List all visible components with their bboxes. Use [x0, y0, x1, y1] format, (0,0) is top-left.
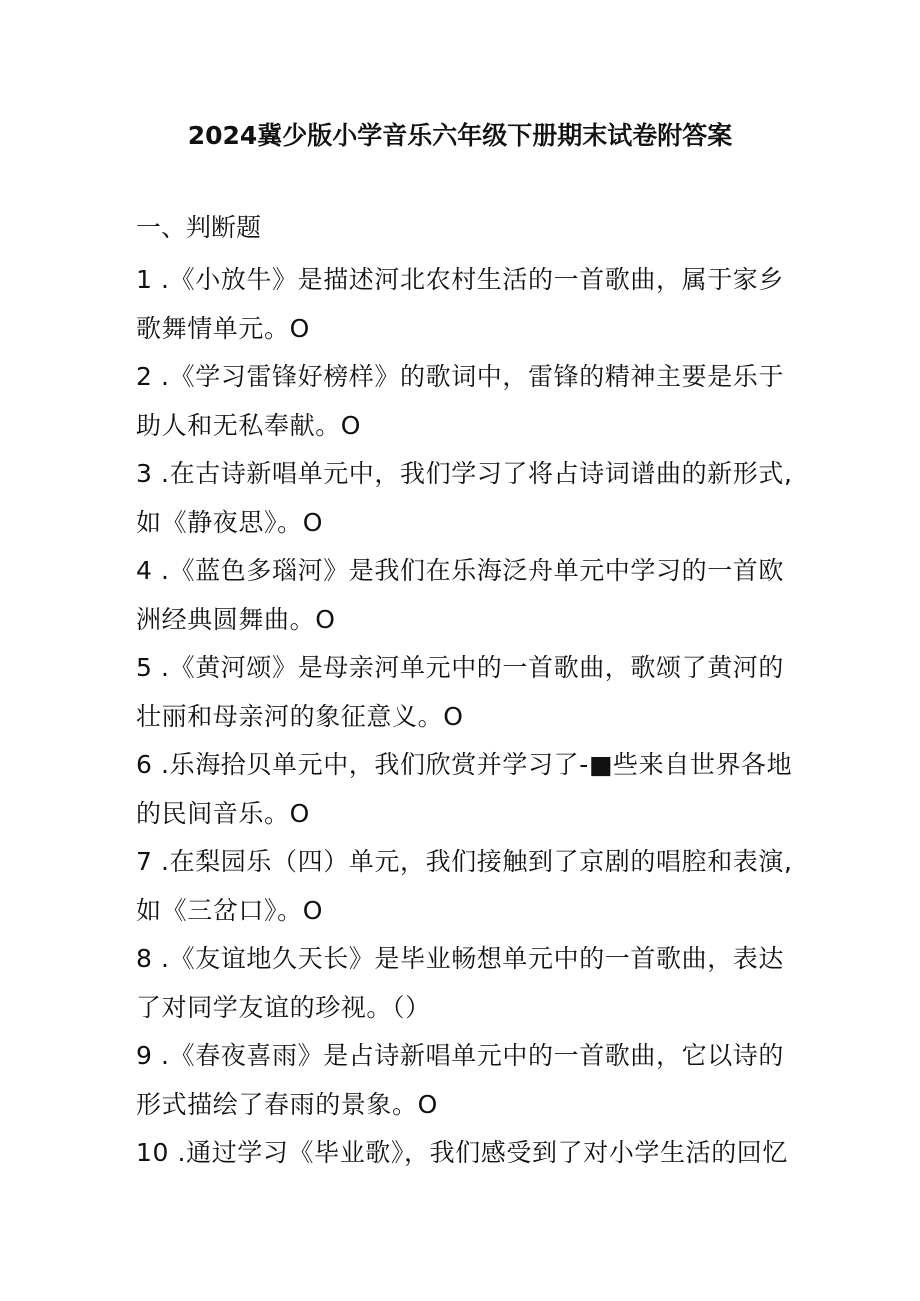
question-item — [136, 838, 793, 935]
question-line: 洲经典圆舞曲。O — [136, 604, 336, 634]
question-line: 如《静夜思》。O — [136, 507, 323, 537]
question-line: 的民间音乐。O — [136, 798, 310, 828]
question-line: 3 .在古诗新唱单元中，我们学习了将占诗词谱曲的新形式, — [136, 459, 793, 488]
question-line: 8 .《友谊地久天长》是毕业畅想单元中的一首歌曲，表达 — [136, 944, 785, 973]
question-item — [136, 1032, 786, 1129]
question-line: 歌舞情单元。O — [136, 313, 310, 343]
question-line: 如《三岔口》。O — [136, 895, 323, 925]
question-line: 1 .《小放牛》是描述河北农村生活的一首歌曲，属于家乡 — [136, 265, 785, 294]
question-line: 6 .乐海拾贝单元中，我们欣赏并学习了-■些来自世界各地 — [136, 750, 793, 779]
question-line: 10 .通过学习《毕业歌》，我们感受到了对小学生活的回忆 — [136, 1138, 789, 1167]
question-line: 2 .《学习雷锋好榜样》的歌词中，雷锋的精神主要是乐于 — [136, 362, 785, 391]
section-heading: 一、判断题 — [136, 213, 262, 242]
question-line: 9 .《春夜喜雨》是占诗新唱单元中的一首歌曲，它以诗的 — [136, 1041, 785, 1070]
question-item — [136, 256, 786, 353]
question-line: 了对同学友谊的珍视。（） — [136, 992, 431, 1022]
question-item — [136, 741, 793, 838]
question-item — [136, 1129, 789, 1178]
question-item — [136, 935, 786, 1032]
question-item — [136, 547, 786, 644]
question-item — [136, 450, 793, 547]
question-line: 助人和无私奉献。O — [136, 410, 362, 440]
question-line: 5 .《黄河颂》是母亲河单元中的一首歌曲，歌颂了黄河的 — [136, 653, 785, 682]
document-title: 2024冀少版小学音乐六年级下册期末试卷附答案 — [187, 121, 733, 150]
question-list — [136, 256, 793, 1178]
question-item — [136, 644, 786, 741]
question-line: 形式描绘了春雨的景象。O — [136, 1089, 438, 1119]
question-line: 4 .《蓝色多瑙河》是我们在乐海泛舟单元中学习的一首欧 — [136, 556, 785, 585]
question-line: 7 .在梨园乐（四）单元，我们接触到了京剧的唱腔和表演, — [136, 847, 793, 876]
question-line: 壮丽和母亲河的象征意义。O — [136, 701, 464, 731]
question-item — [136, 353, 786, 450]
